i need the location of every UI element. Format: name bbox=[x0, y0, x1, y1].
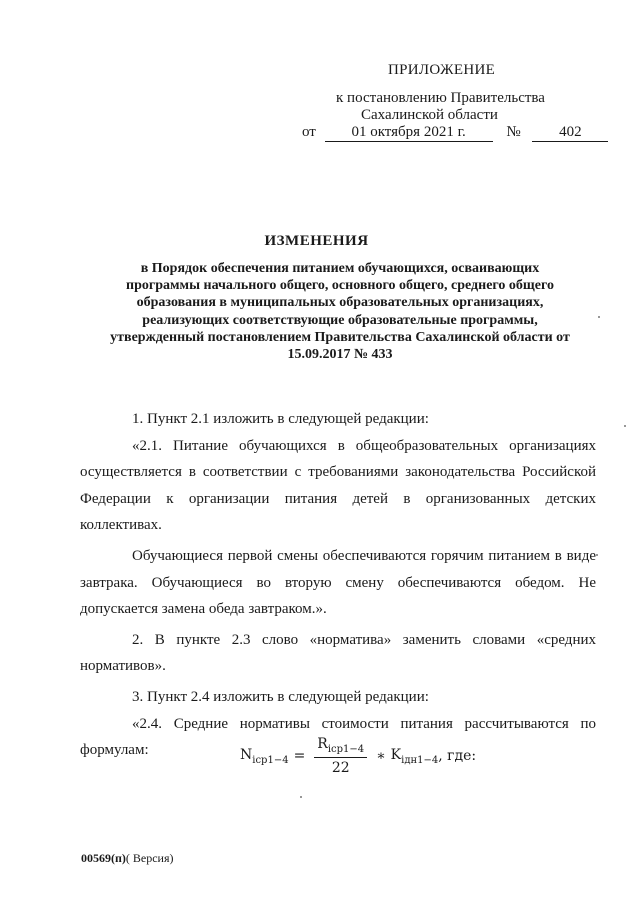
formula-equals: = bbox=[293, 747, 306, 764]
subtitle-line: в Порядок обеспечения питанием обучающихся, осваивающих bbox=[140, 261, 540, 276]
formula-tail: , где: bbox=[438, 747, 477, 764]
formula-times: ∗ bbox=[376, 747, 386, 764]
decree-number: 402 bbox=[532, 125, 608, 142]
subtitle-line: образования в муниципальных образовательных организациях, bbox=[136, 295, 544, 311]
formula bbox=[240, 736, 476, 776]
scan-speck bbox=[596, 554, 598, 556]
footer-code: 00569(п) bbox=[81, 851, 126, 865]
scan-speck bbox=[624, 425, 626, 427]
footer-version: ( Версия) bbox=[125, 851, 174, 865]
appendix-line-2: Сахалинской области bbox=[361, 107, 498, 123]
document-heading: ИЗМЕНЕНИЯ bbox=[264, 233, 369, 249]
paragraph-clause-2-1-cont: Обучающиеся первой смены обеспечиваются горячим питанием в виде завтрака. Обучающиеся во вторую смену обеспечиваются обедом. Не допускается замена обеда завтраком.». bbox=[80, 547, 596, 618]
paragraph-item-1: 1. Пункт 2.1 изложить в следующей редакции: bbox=[132, 411, 429, 427]
formula-lhs: $N_{icp1-4}$ bbox=[240, 746, 289, 766]
paragraph-item-3: 3. Пункт 2.4 изложить в следующей редакции: bbox=[132, 688, 429, 705]
formula-numerator: $R_{icp1-4}$ bbox=[314, 736, 367, 758]
formula-fraction bbox=[314, 736, 367, 776]
scan-speck bbox=[598, 316, 600, 318]
subtitle-line: программы начального общего, основного общего, среднего общего bbox=[126, 278, 554, 294]
paragraph-clause-2-4: «2.4. Средние нормативы стоимости питания рассчитываются по формулам: bbox=[80, 715, 596, 759]
document-body bbox=[80, 406, 596, 764]
document-footer bbox=[81, 851, 174, 866]
subtitle-line: 15.09.2017 № 433 bbox=[287, 347, 393, 363]
paragraph-item-2: 2. В пункте 2.3 слово «норматива» заменить словами «средних нормативов». bbox=[80, 631, 596, 675]
appendix-line-1: к постановлению Правительства bbox=[336, 90, 545, 106]
number-label: № bbox=[506, 124, 521, 140]
formula-factor: $K_{iдн1-4}$ bbox=[390, 746, 439, 766]
document-subtitle bbox=[80, 260, 600, 363]
appendix-reference bbox=[302, 124, 608, 142]
decree-date: 01 октября 2021 г. bbox=[325, 125, 493, 142]
subtitle-line: реализующих соответствующие образовательные программы, bbox=[142, 312, 538, 328]
from-label: от bbox=[302, 124, 316, 140]
subtitle-line: утвержденный постановлением Правительства Сахалинской области от bbox=[110, 329, 570, 345]
appendix-title: ПРИЛОЖЕНИЕ bbox=[388, 62, 496, 78]
scan-speck bbox=[300, 796, 302, 798]
paragraph-clause-2-1: «2.1. Питание обучающихся в общеобразовательных организациях осуществляется в соответствии с требованиями законодательства Российской Федерации к организации питания детей в организованных детских коллективах. bbox=[80, 437, 596, 534]
formula-denominator: 22 bbox=[331, 759, 350, 776]
